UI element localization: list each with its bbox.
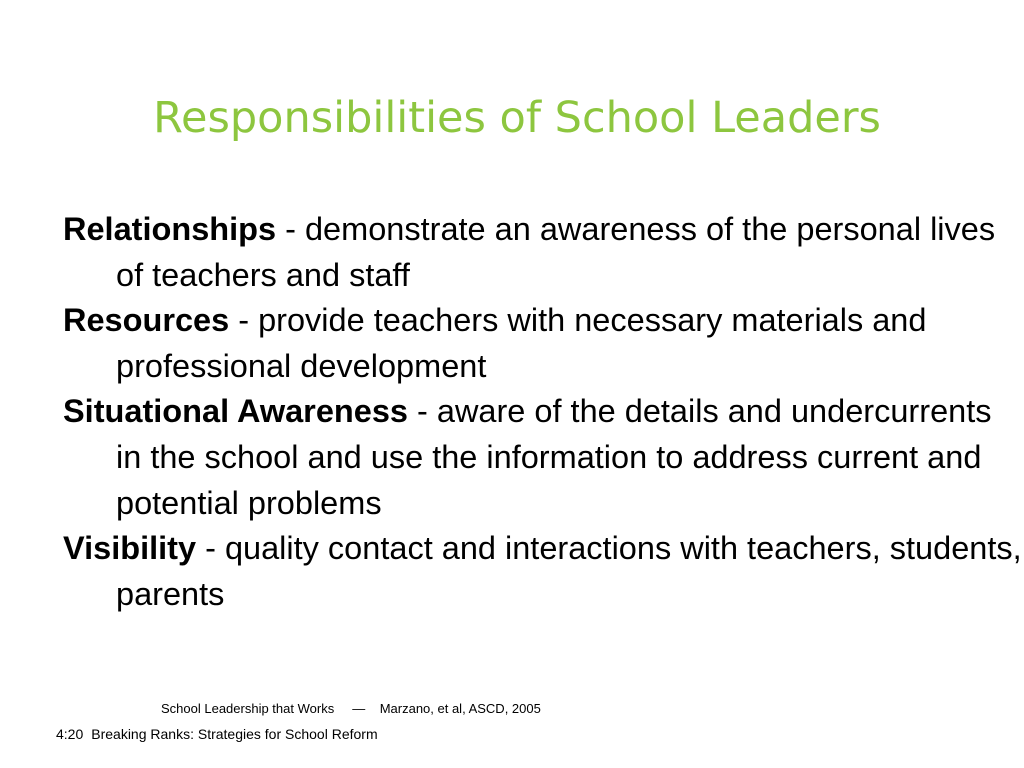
list-item-resources [63, 298, 1023, 389]
term-visibility: Visibility [63, 530, 197, 567]
citation: School Leadership that Works — Marzano, et al, ASCD, 2005 [161, 701, 541, 716]
definition-relationships: - demonstrate an awareness of the personal lives of teachers and staff [116, 211, 996, 293]
list-item-relationships [63, 207, 1023, 298]
responsibilities-list [63, 207, 1023, 617]
slide-footer [56, 725, 378, 743]
list-item-situational-awareness [63, 389, 1023, 526]
page-number: 4:20 [56, 726, 84, 742]
term-resources: Resources [63, 302, 230, 339]
definition-resources: - provide teachers with necessary materials and professional development [116, 302, 927, 384]
term-relationships: Relationships [63, 211, 277, 247]
definition-visibility: - quality contact and interactions with teachers, students, parents [116, 530, 1022, 612]
definition-situational-awareness: - aware of the details and undercurrents in the school and use the information to address current and potential problems [116, 393, 992, 521]
slide-title: Responsibilities of School Leaders [153, 93, 881, 143]
list-item-visibility [63, 526, 1023, 617]
footer-text: Breaking Ranks: Strategies for School Reform [91, 726, 378, 742]
term-situational-awareness: Situational Awareness [63, 393, 408, 430]
